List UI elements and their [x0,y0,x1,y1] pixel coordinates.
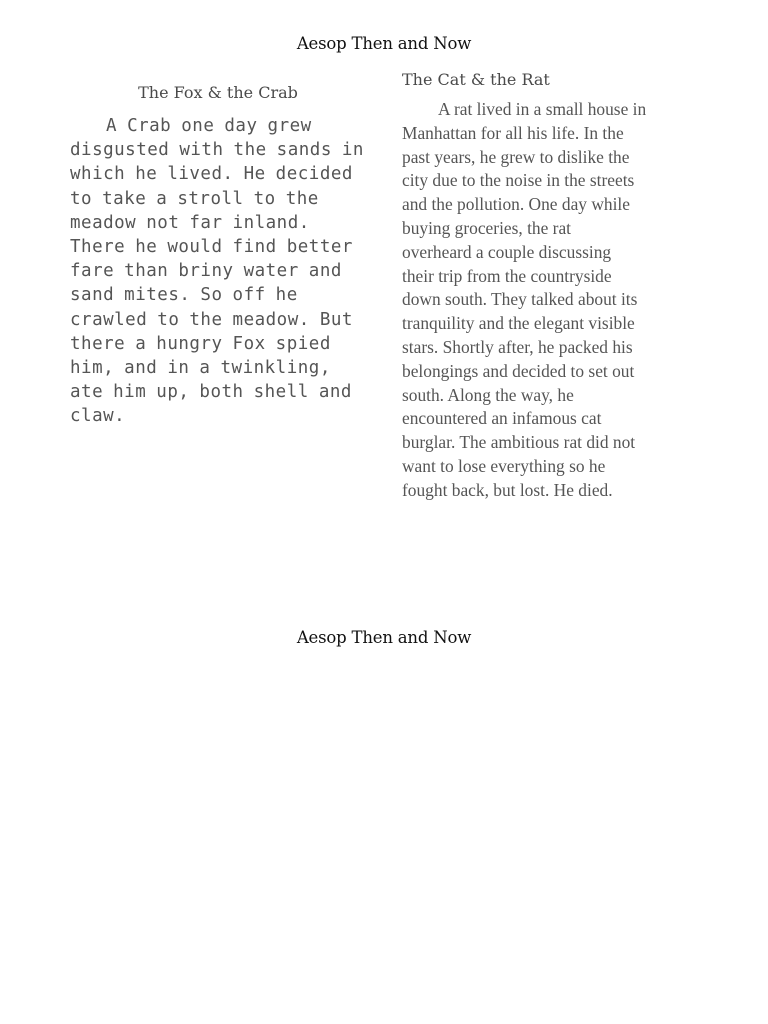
page-header-top: Aesop Then and Now [296,34,472,53]
left-story-body: A Crab one day grew disgusted with the sands in which he lived. He decided to take a stroll to the meadow not far inland. There he would find better fare than briny water and sand mites. So off he crawled to the meadow. But there a hungry Fox spied him, and in a twinkling, ate him up, both shell and claw. [70,116,364,427]
page-header-bottom: Aesop Then and Now [296,628,472,647]
right-story-column [402,68,698,503]
left-story-column [70,82,370,429]
left-story-title: The Fox & the Crab [138,83,298,102]
right-story-title: The Cat & the Rat [402,70,550,89]
right-story-body: A rat lived in a small house in Manhattan for all his life. In the past years, he grew to dislike the city due to the noise in the streets and the pollution. One day while buying groceries, the rat overheard a couple discussing their trip from the countryside down south. They talked about its tranquility and the elegant visible stars. Shortly after, he packed his belongings and decided to set out south. Along the way, he encountered an infamous cat burglar. The ambitious rat did not want to lose everything so he fought back, but lost. He died. [402,99,647,500]
